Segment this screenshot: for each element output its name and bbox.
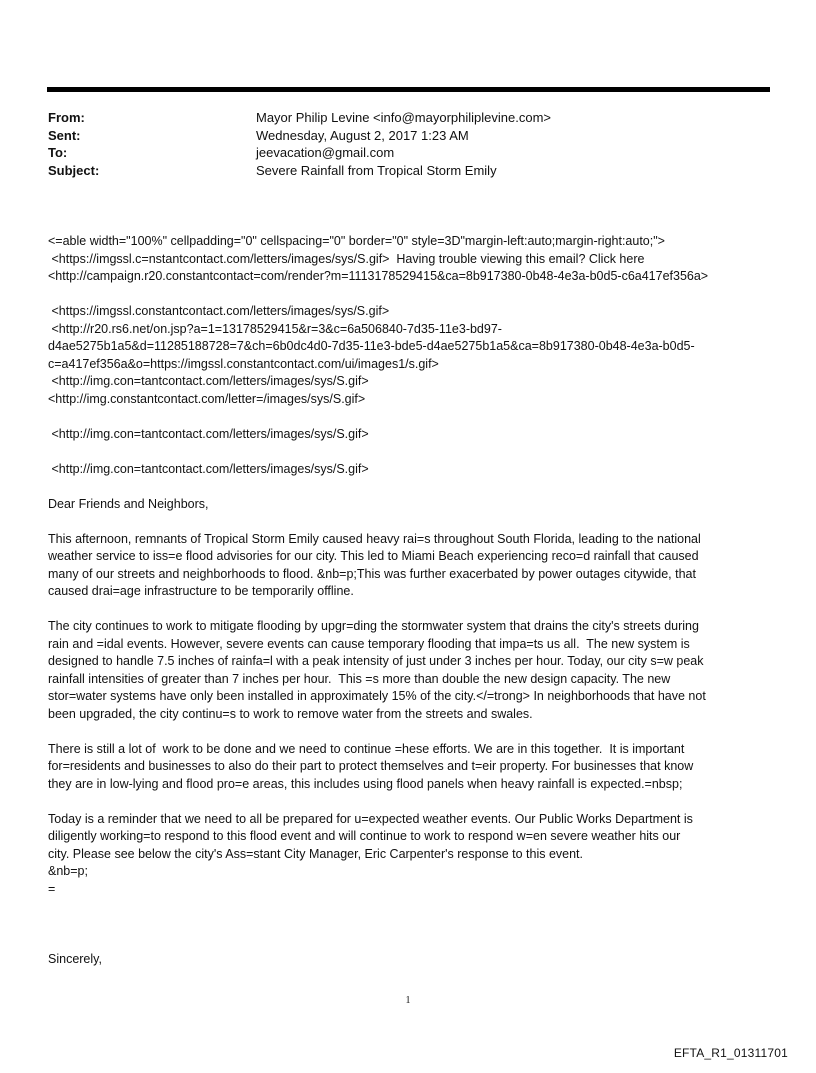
paragraph-line: There is still a lot of work to be done and we need to continue =hese efforts. We are in this together. It is important	[48, 741, 685, 756]
link-line: <https://imgssl.constantcontact.com/letters/images/sys/S.gif>	[48, 304, 390, 318]
paragraph-3	[48, 741, 778, 794]
image-link-line: <http://img.con=tantcontact.com/letters/images/sys/S.gif>	[48, 461, 369, 476]
code-line: <=able width="100%" cellpadding="0" cellspacing="0" border="0" style=3D"margin-left:auto;margin-right:auto;">	[48, 234, 665, 248]
paragraph-line: caused drai=age infrastructure to be temporarily offline.	[48, 584, 354, 598]
code-line: <http://campaign.r20.constantcontact=com/render?m=1113178529415&ca=8b917380-0b48-4e3a-b0d5-c6a417ef356a>	[48, 269, 709, 283]
to-value: jeevacation@gmail.com	[256, 145, 395, 160]
paragraph-4	[48, 811, 778, 899]
to-label: To:	[48, 145, 68, 160]
paragraph-line: Today is a reminder that we need to all be prepared for u=expected weather events. Our Public Works Department is	[48, 811, 693, 826]
greeting: Dear Friends and Neighbors,	[48, 496, 209, 511]
document-id: EFTA_R1_01311701	[673, 1046, 788, 1060]
link-line: c=a417ef356a&o=https://imgssl.constantcontact.com/ui/images1/s.gif>	[48, 356, 439, 371]
paragraph-line: for=residents and businesses to also do their part to protect themselves and t=eir property. For businesses that know	[48, 759, 694, 773]
link-line: d4ae5275b1a5&d=11285188728=7&ch=6b0dc4d0-7d35-11e3-bde5-d4ae5275b1a5&ca=8b917380-0b48-4e3a-b0d5-	[48, 339, 695, 353]
subject-label: Subject:	[48, 162, 100, 178]
page-number: 1	[405, 995, 411, 1006]
subject-row	[48, 162, 551, 180]
paragraph-line: city. Please see below the city's Ass=stant City Manager, Eric Carpenter's response to this event.	[48, 846, 584, 861]
link-line: <http://img.con=tantcontact.com/letters/images/sys/S.gif>	[48, 374, 369, 388]
closing: Sincerely,	[48, 951, 102, 966]
link-line: <http://img.constantcontact.com/letter=/images/sys/S.gif>	[48, 391, 366, 406]
from-row	[48, 109, 551, 127]
paragraph-line: been upgraded, the city continu=s to work to remove water from the streets and swales.	[48, 706, 533, 721]
paragraph-line: This afternoon, remnants of Tropical Storm Emily caused heavy rai=s throughout South Florida, leading to the national	[48, 531, 701, 546]
paragraph-line: they are in low-lying and flood pro=e areas, this includes using flood panels when heavy rainfall is expected.=nbsp;	[48, 776, 683, 791]
email-header	[48, 109, 551, 179]
paragraph-line: The city continues to work to mitigate flooding by upgr=ding the stormwater system that drains the city's streets during	[48, 619, 699, 633]
paragraph-line: &nb=p;	[48, 864, 88, 878]
link-block	[48, 303, 778, 408]
email-body	[48, 233, 778, 968]
code-block	[48, 233, 778, 286]
paragraph-line: rainfall intensities of greater than 7 inches per hour. This =s more than double the new design capacity. The new	[48, 671, 671, 686]
subject-value: Severe Rainfall from Tropical Storm Emily	[256, 162, 497, 178]
paragraph-line: =	[48, 881, 56, 896]
sent-row	[48, 127, 551, 145]
to-row	[48, 144, 551, 162]
paragraph-2	[48, 618, 778, 723]
image-link-line: <http://img.con=tantcontact.com/letters/images/sys/S.gif>	[48, 426, 369, 441]
paragraph-line: rain and =idal events. However, severe events can cause temporary flooding that impa=ts us all. The new system is	[48, 636, 690, 651]
sent-value: Wednesday, August 2, 2017 1:23 AM	[256, 127, 469, 143]
from-value: Mayor Philip Levine <info@mayorphiliplevine.com>	[256, 110, 552, 125]
paragraph-line: diligently working=to respond to this flood event and will continue to work to respond w=en severe weather hits our	[48, 829, 681, 843]
paragraph-line: designed to handle 7.5 inches of rainfa=l with a peak intensity of just under 3 inches per hour. Today, our city s=w peak	[48, 654, 704, 668]
header-rule	[47, 87, 770, 92]
sent-label: Sent:	[48, 127, 81, 143]
paragraph-1	[48, 531, 778, 601]
paragraph-line: many of our streets and neighborhoods to flood. &nb=p;This was further exacerbated by power outages citywide, that	[48, 566, 696, 581]
paragraph-line: weather service to iss=e flood advisories for our city. This led to Miami Beach experiencing reco=d rainfall that caused	[48, 549, 699, 563]
paragraph-line: stor=water systems have only been installed in approximately 15% of the city.</=trong> In neighborhoods that have not	[48, 689, 706, 703]
code-line: <https://imgssl.c=nstantcontact.com/letters/images/sys/S.gif> Having trouble viewing this email? Click here	[48, 251, 645, 266]
link-line: <http://r20.rs6.net/on.jsp?a=1=13178529415&r=3&c=6a506840-7d35-11e3-bd97-	[48, 321, 502, 336]
from-label: From:	[48, 110, 85, 125]
